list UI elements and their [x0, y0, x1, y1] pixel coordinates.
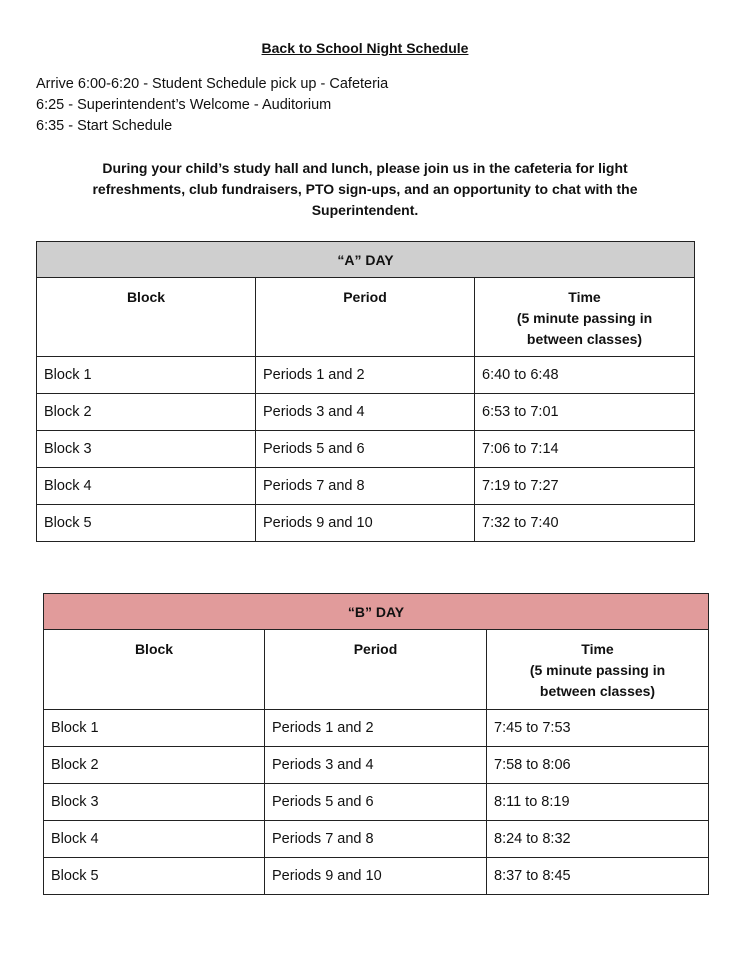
intro-line: 6:25 - Superintendent’s Welcome - Auditorium [36, 97, 332, 113]
period-cell: Periods 3 and 4 [256, 394, 475, 431]
block-column-header: Block [44, 630, 265, 710]
block-cell: Block 1 [44, 710, 265, 747]
time-cell: 8:37 to 8:45 [487, 858, 709, 895]
day-header-row [37, 242, 695, 278]
time-cell: 7:45 to 7:53 [487, 710, 709, 747]
b-day-schedule-table [43, 593, 709, 895]
time-column-header [475, 278, 695, 357]
table-row [44, 747, 709, 784]
time-cell: 8:11 to 8:19 [487, 784, 709, 821]
a-day-rows [37, 357, 695, 542]
intro-line: 6:35 - Start Schedule [36, 118, 173, 134]
period-column-header: Period [265, 630, 487, 710]
table-row [44, 858, 709, 895]
a-day-schedule-table [36, 241, 695, 542]
block-cell: Block 5 [44, 858, 265, 895]
period-cell: Periods 7 and 8 [256, 468, 475, 505]
time-cell: 7:32 to 7:40 [475, 505, 695, 542]
period-cell: Periods 5 and 6 [265, 784, 487, 821]
time-column-header [487, 630, 709, 710]
block-cell: Block 1 [37, 357, 256, 394]
table-row [37, 357, 695, 394]
time-cell: 7:06 to 7:14 [475, 431, 695, 468]
period-cell: Periods 5 and 6 [256, 431, 475, 468]
block-cell: Block 5 [37, 505, 256, 542]
intro-line: Arrive 6:00-6:20 - Student Schedule pick up - Cafeteria [36, 76, 389, 92]
a-day-label: “A” DAY [37, 242, 695, 278]
block-cell: Block 3 [37, 431, 256, 468]
time-cell: 6:40 to 6:48 [475, 357, 695, 394]
period-cell: Periods 3 and 4 [265, 747, 487, 784]
period-cell: Periods 1 and 2 [256, 357, 475, 394]
block-column-header: Block [37, 278, 256, 357]
block-cell: Block 4 [37, 468, 256, 505]
time-cell: 7:19 to 7:27 [475, 468, 695, 505]
block-cell: Block 2 [44, 747, 265, 784]
time-cell: 8:24 to 8:32 [487, 821, 709, 858]
time-header-line: Time [581, 641, 614, 657]
block-cell: Block 3 [44, 784, 265, 821]
time-header-line: between classes) [539, 683, 656, 699]
block-cell: Block 4 [44, 821, 265, 858]
table-row [37, 431, 695, 468]
time-header-line: Time [568, 289, 601, 305]
time-header-line: between classes) [526, 331, 643, 347]
table-row [37, 394, 695, 431]
column-header-row [44, 630, 709, 710]
arrival-info [36, 74, 388, 137]
table-row [44, 821, 709, 858]
period-cell: Periods 7 and 8 [265, 821, 487, 858]
table-row [44, 784, 709, 821]
time-cell: 7:58 to 8:06 [487, 747, 709, 784]
period-column-header: Period [256, 278, 475, 357]
time-cell: 6:53 to 7:01 [475, 394, 695, 431]
b-day-label: “B” DAY [44, 594, 709, 630]
table-row [37, 468, 695, 505]
day-header-row [44, 594, 709, 630]
table-row [37, 505, 695, 542]
cafeteria-notice: During your child’s study hall and lunch, please join us in the cafeteria for light refreshments, club fundraisers, PTO sign-ups, and an opportunity to chat with the Superintendent. [92, 160, 638, 218]
page-title: Back to School Night Schedule [261, 40, 469, 56]
time-header-line: (5 minute passing in [516, 310, 653, 326]
block-cell: Block 2 [37, 394, 256, 431]
period-cell: Periods 1 and 2 [265, 710, 487, 747]
table-row [44, 710, 709, 747]
period-cell: Periods 9 and 10 [265, 858, 487, 895]
time-header-line: (5 minute passing in [529, 662, 666, 678]
period-cell: Periods 9 and 10 [256, 505, 475, 542]
b-day-rows [44, 710, 709, 895]
column-header-row [37, 278, 695, 357]
